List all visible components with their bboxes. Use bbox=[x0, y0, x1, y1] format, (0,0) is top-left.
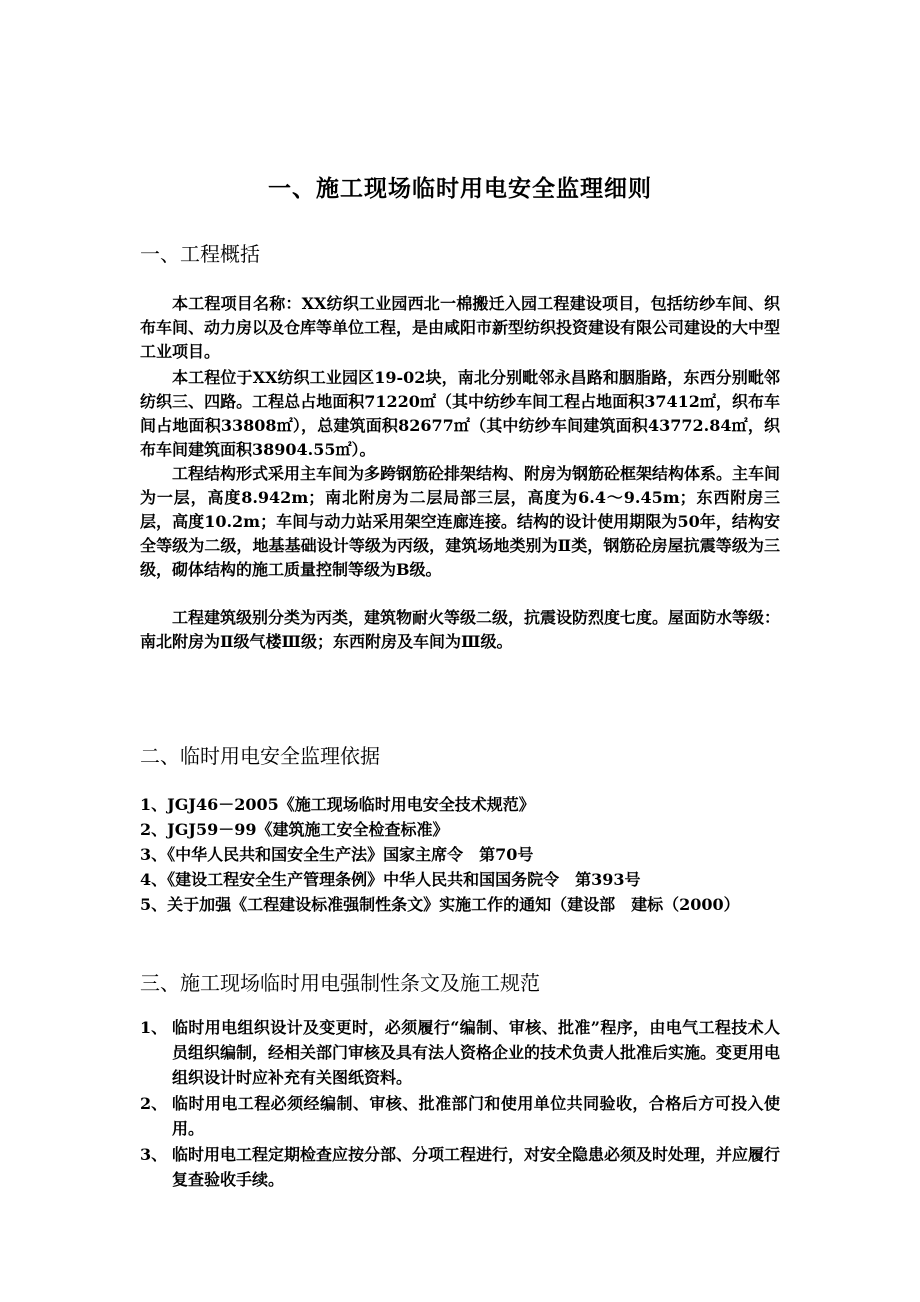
overview-paragraph: 本工程位于XX纺织工业园区19-02块，南北分别毗邻永昌路和胭脂路，东西分别毗邻纺织三、四路。工程总占地面积71220㎡（其中纺纱车间工程占地面积37412㎡，织布车间占地面积33808㎡），总建筑面积82677㎡（其中纺纱车间建筑面积43772.84㎡，织布车间建筑面积38904.55㎡）。 bbox=[140, 368, 780, 459]
section-heading-overview: 一、工程概括 bbox=[140, 242, 260, 266]
reference-item: 1、JGJ46－2005《施工现场临时用电安全技术规范》 bbox=[140, 795, 535, 814]
reference-item: 4、《建设工程安全生产管理条例》中华人民共和国国务院令 第393号 bbox=[140, 870, 641, 889]
rule-number: 2、 bbox=[140, 1094, 168, 1113]
reference-item: 3、《中华人民共和国安全生产法》国家主席令 第70号 bbox=[140, 845, 534, 864]
rule-number: 3、 bbox=[140, 1145, 168, 1164]
reference-item: 5、关于加强《工程建设标准强制性条文》实施工作的通知（建设部 建标（2000） bbox=[140, 895, 740, 914]
section-heading-rules: 三、施工现场临时用电强制性条文及施工规范 bbox=[140, 971, 540, 995]
overview-paragraph: 工程结构形式采用主车间为多跨钢筋砼排架结构、附房为钢筋砼框架结构体系。主车间为一层，高度8.942m；南北附房为二层局部三层，高度为6.4～9.45m；东西附房三层，高度10.2m；车间与动力站采用架空连廊连接。结构的设计使用期限为50年，结构安全等级为二级，地基基础设计等级为丙级，建筑场地类别为Ⅱ类，钢筋砼房屋抗震等级为三级，砌体结构的施工质量控制等级为B级。 bbox=[140, 464, 781, 579]
rule-text: 临时用电工程必须经编制、审核、批准部门和使用单位共同验收，合格后方可投入使用。 bbox=[172, 1094, 780, 1138]
rule-number: 1、 bbox=[140, 1018, 168, 1037]
rule-item bbox=[140, 1091, 780, 1141]
overview-paragraph: 工程建筑级别分类为丙类，建筑物耐火等级二级，抗震设防烈度七度。屋面防水等级：南北附房为Ⅱ级气楼Ⅲ级；东西附房及车间为Ⅲ级。 bbox=[140, 608, 781, 651]
section-heading-basis: 二、临时用电安全监理依据 bbox=[140, 744, 380, 768]
rule-item bbox=[140, 1015, 780, 1090]
rule-item bbox=[140, 1142, 780, 1192]
document-title: 一、施工现场临时用电安全监理细则 bbox=[268, 176, 652, 202]
reference-list bbox=[140, 792, 780, 917]
rule-text: 临时用电组织设计及变更时，必须履行“编制、审核、批准”程序，由电气工程技术人员组织编制，经相关部门审核及具有法人资格企业的技术负责人批准后实施。变更用电组织设计时应补充有关图纸资料。 bbox=[172, 1018, 781, 1087]
overview-paragraph: 本工程项目名称：XX纺织工业园西北一棉搬迁入园工程建设项目，包括纺纱车间、织布车间、动力房以及仓库等单位工程，是由咸阳市新型纺织投资建设有限公司建设的大中型工业项目。 bbox=[140, 294, 781, 361]
reference-item: 2、JGJ59－99《建筑施工安全检查标准》 bbox=[140, 820, 449, 839]
rule-text: 临时用电工程定期检查应按分部、分项工程进行，对安全隐患必须及时处理，并应履行复查验收手续。 bbox=[172, 1145, 781, 1189]
rule-list bbox=[140, 1015, 780, 1193]
